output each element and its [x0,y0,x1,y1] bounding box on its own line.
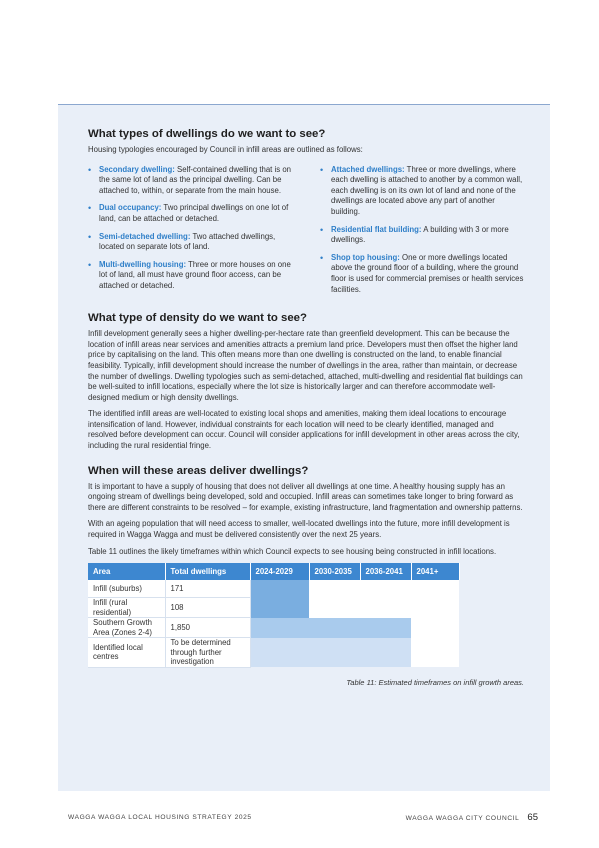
total-dwellings-cell: To be determined through further investigation [165,638,250,668]
table-header-row [88,563,459,580]
page-number: 65 [527,812,538,823]
typology-list-right [320,165,524,296]
total-dwellings-cell: 108 [165,598,250,618]
section-heading-delivery: When will these areas deliver dwellings? [88,464,309,477]
timeframe-empty-cell [411,598,459,618]
typology-term: Shop top housing: [331,252,400,262]
timeframe-bar [250,618,411,638]
typology-description: Two attached dwellings, located on separate lots of land. [99,231,276,252]
table-header-cell: 2041+ [411,563,459,580]
bullet-icon: • [320,224,324,235]
typology-list-left [88,165,292,292]
density-paragraph-1: Infill development generally sees a higher dwelling-per-hectare rate than greenfield development. This can be because the location of infill areas near services and amenities attracts a premium land price. Developers must then offset the higher land price by capitalising on the land. This often means more than one dwelling is constructed on the land, to enable financial feasibility. Typically, infill development should increase the number of dwellings in the area, rather than maintain, or decrease the number of dwellings. Dwelling typologies such as semi-detached, attached, multi-dwelling and residential flat buildings can be well-suited to infill locations, especially where the lot size is historically larger and can therefore accommodate well-designed medium or high density dwellings. [88,329,523,402]
typology-description: A building with 3 or more dwellings. [331,224,509,245]
typology-item [88,232,292,253]
timeframe-empty-cell [309,580,360,598]
section-delivery [88,464,524,558]
typology-columns [88,165,524,303]
typology-column-left [88,165,292,303]
timeframe-table [88,563,460,668]
timeframe-empty-cell [411,580,459,598]
bullet-icon: • [88,231,92,242]
typology-term: Semi-detached dwelling: [99,231,191,241]
timeframe-bar [250,598,309,618]
timeframe-bar [250,580,309,598]
typology-description: Two principal dwellings on one lot of land, can be attached or detached. [99,203,289,223]
table-header-cell: 2030-2035 [309,563,360,580]
typology-item [88,260,292,292]
bullet-icon: • [88,203,92,214]
table-row [88,598,459,618]
footer-document-title: WAGGA WAGGA LOCAL HOUSING STRATEGY 2025 [68,814,252,821]
typology-description: Three or more dwellings, where each dwelling is attached to another by a common wall, each dwelling is on its own lot of land and none of the dwellings are located above any part of another building. [331,164,523,216]
section-intro: Housing typologies encouraged by Council in infill areas are outlined as follows: [88,145,363,154]
table-header-cell: 2036-2041 [360,563,411,580]
footer-right [406,812,538,823]
total-dwellings-cell: 171 [165,580,250,598]
typology-term: Attached dwellings: [331,164,405,174]
delivery-paragraph-2: With an ageing population that will need access to smaller, well-located dwellings into the future, more infill development is required in Wagga Wagga and must be delivered consistently over the next 25 years. [88,519,510,540]
area-cell: Infill (suburbs) [88,580,165,598]
timeframe-empty-cell [360,598,411,618]
timeframe-empty-cell [411,618,459,638]
table-header-cell: 2024-2029 [250,563,309,580]
area-cell: Infill (rural residential) [88,598,165,618]
timeframe-empty-cell [411,638,459,668]
typology-item [320,253,524,295]
typology-item [320,165,524,218]
total-dwellings-cell: 1,850 [165,618,250,638]
typology-term: Residential flat building: [331,224,422,234]
delivery-paragraph-3: Table 11 outlines the likely timeframes within which Council expects to see housing being constructed in infill locations. [88,546,497,556]
bullet-icon: • [88,259,92,270]
typology-description: Self-contained dwelling that is on the same lot of land as the principal dwelling. Can be attached to, within, or separate from the main house. [99,164,291,195]
typology-column-right [320,165,524,303]
area-cell: Southern Growth Area (Zones 2-4) [88,618,165,638]
bullet-icon: • [320,164,324,175]
density-paragraph-2: The identified infill areas are well-located to existing local shops and amenities, making them ideal locations to encourage intensification of land. However, individual constraints for each location will need to be clearly identified, managed and resolved before development can occur. Council will consider applications for infill development in other areas across the city, including the rural residential fringe. [88,409,520,451]
typology-description: One or more dwellings located above the ground floor of a building, where the ground floor is used for commercial premises or health services facilities. [331,252,524,294]
table-row [88,580,459,598]
timeframe-empty-cell [360,580,411,598]
table-row [88,618,459,638]
page-footer [68,812,538,823]
bullet-icon: • [88,164,92,175]
section-heading-types: What types of dwellings do we want to see? [88,128,326,140]
table-row [88,638,459,668]
timeframe-bar [250,638,411,668]
typology-description: Three or more houses on one lot of land, all must have ground floor access, can be attached or detached. [99,259,291,290]
table-header-cell: Total dwellings [165,563,250,580]
table-caption: Table 11: Estimated timeframes on infill growth areas. [346,677,524,687]
footer-organisation: WAGGA WAGGA CITY COUNCIL [405,815,520,822]
area-cell: Identified local centres [88,638,165,668]
section-heading-density: What type of density do we want to see? [88,312,307,325]
bullet-icon: • [320,252,324,263]
typology-term: Secondary dwelling: [99,164,175,174]
typology-term: Multi-dwelling housing: [99,259,187,269]
section-density [88,311,524,452]
timeframe-empty-cell [309,598,360,618]
table-body [88,580,459,667]
typology-item [88,165,292,197]
typology-term: Dual occupancy: [99,203,162,213]
table-header-cell: Area [88,563,165,580]
content [88,127,524,687]
typology-item [88,203,292,224]
delivery-paragraph-1: It is important to have a supply of housing that does not deliver all dwellings at one time. A healthy housing supply has an ongoing stream of dwellings being developed, sold and occupied. Infill areas can sometimes take longer to bring forward as there are different constraints to be resolved – for example, existing infrastructure, land fragmentation and ownership patterns. [88,481,523,512]
typology-item [320,225,524,246]
